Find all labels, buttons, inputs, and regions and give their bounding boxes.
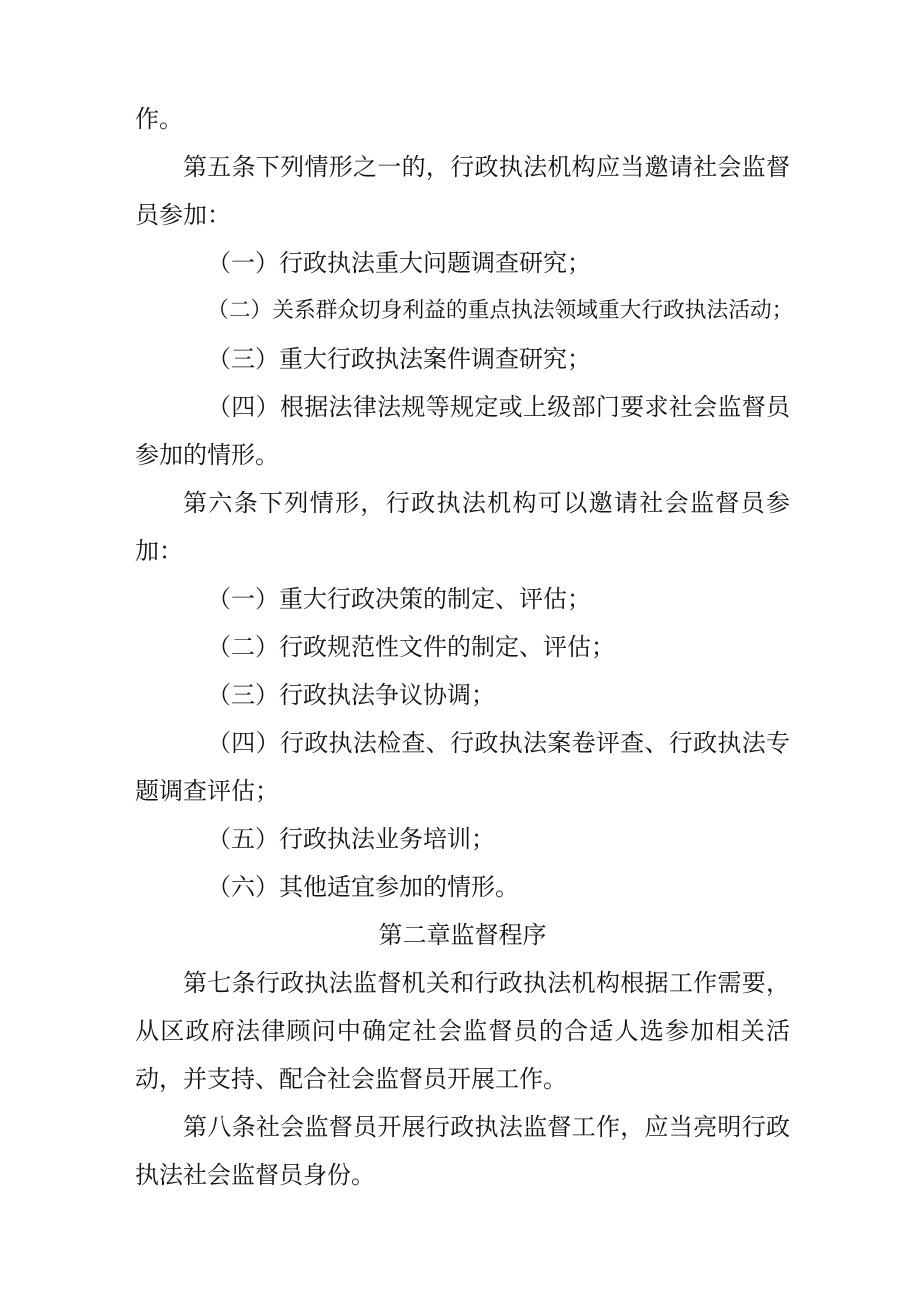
article-6-item-3: （三）行政执法争议协调； [207, 681, 495, 709]
continuation-text: 作。 [135, 105, 183, 133]
document-body [135, 95, 794, 1199]
article-5-item-2: （二）关系群众切身利益的重点执法领域重大行政执法活动； [207, 298, 794, 323]
article-8-text: 第八条社会监督员开展行政执法监督工作，应当亮明行政执法社会监督员身份。 [135, 1113, 790, 1189]
article-6-item-6: （六）其他适宜参加的情形。 [207, 873, 519, 901]
article-6-item-2: （二）行政规范性文件的制定、评估； [207, 633, 615, 661]
article-5-item-1: （一）行政执法重大问题调查研究； [207, 249, 591, 277]
article-6-item-1: （一）重大行政决策的制定、评估； [207, 585, 591, 613]
article-6-item-5: （五）行政执法业务培训； [207, 825, 495, 853]
chapter-heading: 第二章监督程序 [378, 921, 547, 949]
article-7-text: 第七条行政执法监督机关和行政执法机构根据工作需要，从区政府法律顾问中确定社会监督员的合适人选参加相关活动，并支持、配合社会监督员开展工作。 [135, 969, 790, 1093]
article-5-text: 第五条下列情形之一的，行政执法机构应当邀请社会监督员参加： [135, 153, 790, 229]
article-6-item-4: （四）行政执法检查、行政执法案卷评查、行政执法专题调查评估； [135, 729, 790, 805]
article-5-item-4: （四）根据法律法规等规定或上级部门要求社会监督员参加的情形。 [135, 393, 790, 469]
article-5-item-3: （三）重大行政执法案件调查研究； [207, 345, 591, 373]
article-6-text: 第六条下列情形，行政执法机构可以邀请社会监督员参加： [135, 489, 790, 565]
